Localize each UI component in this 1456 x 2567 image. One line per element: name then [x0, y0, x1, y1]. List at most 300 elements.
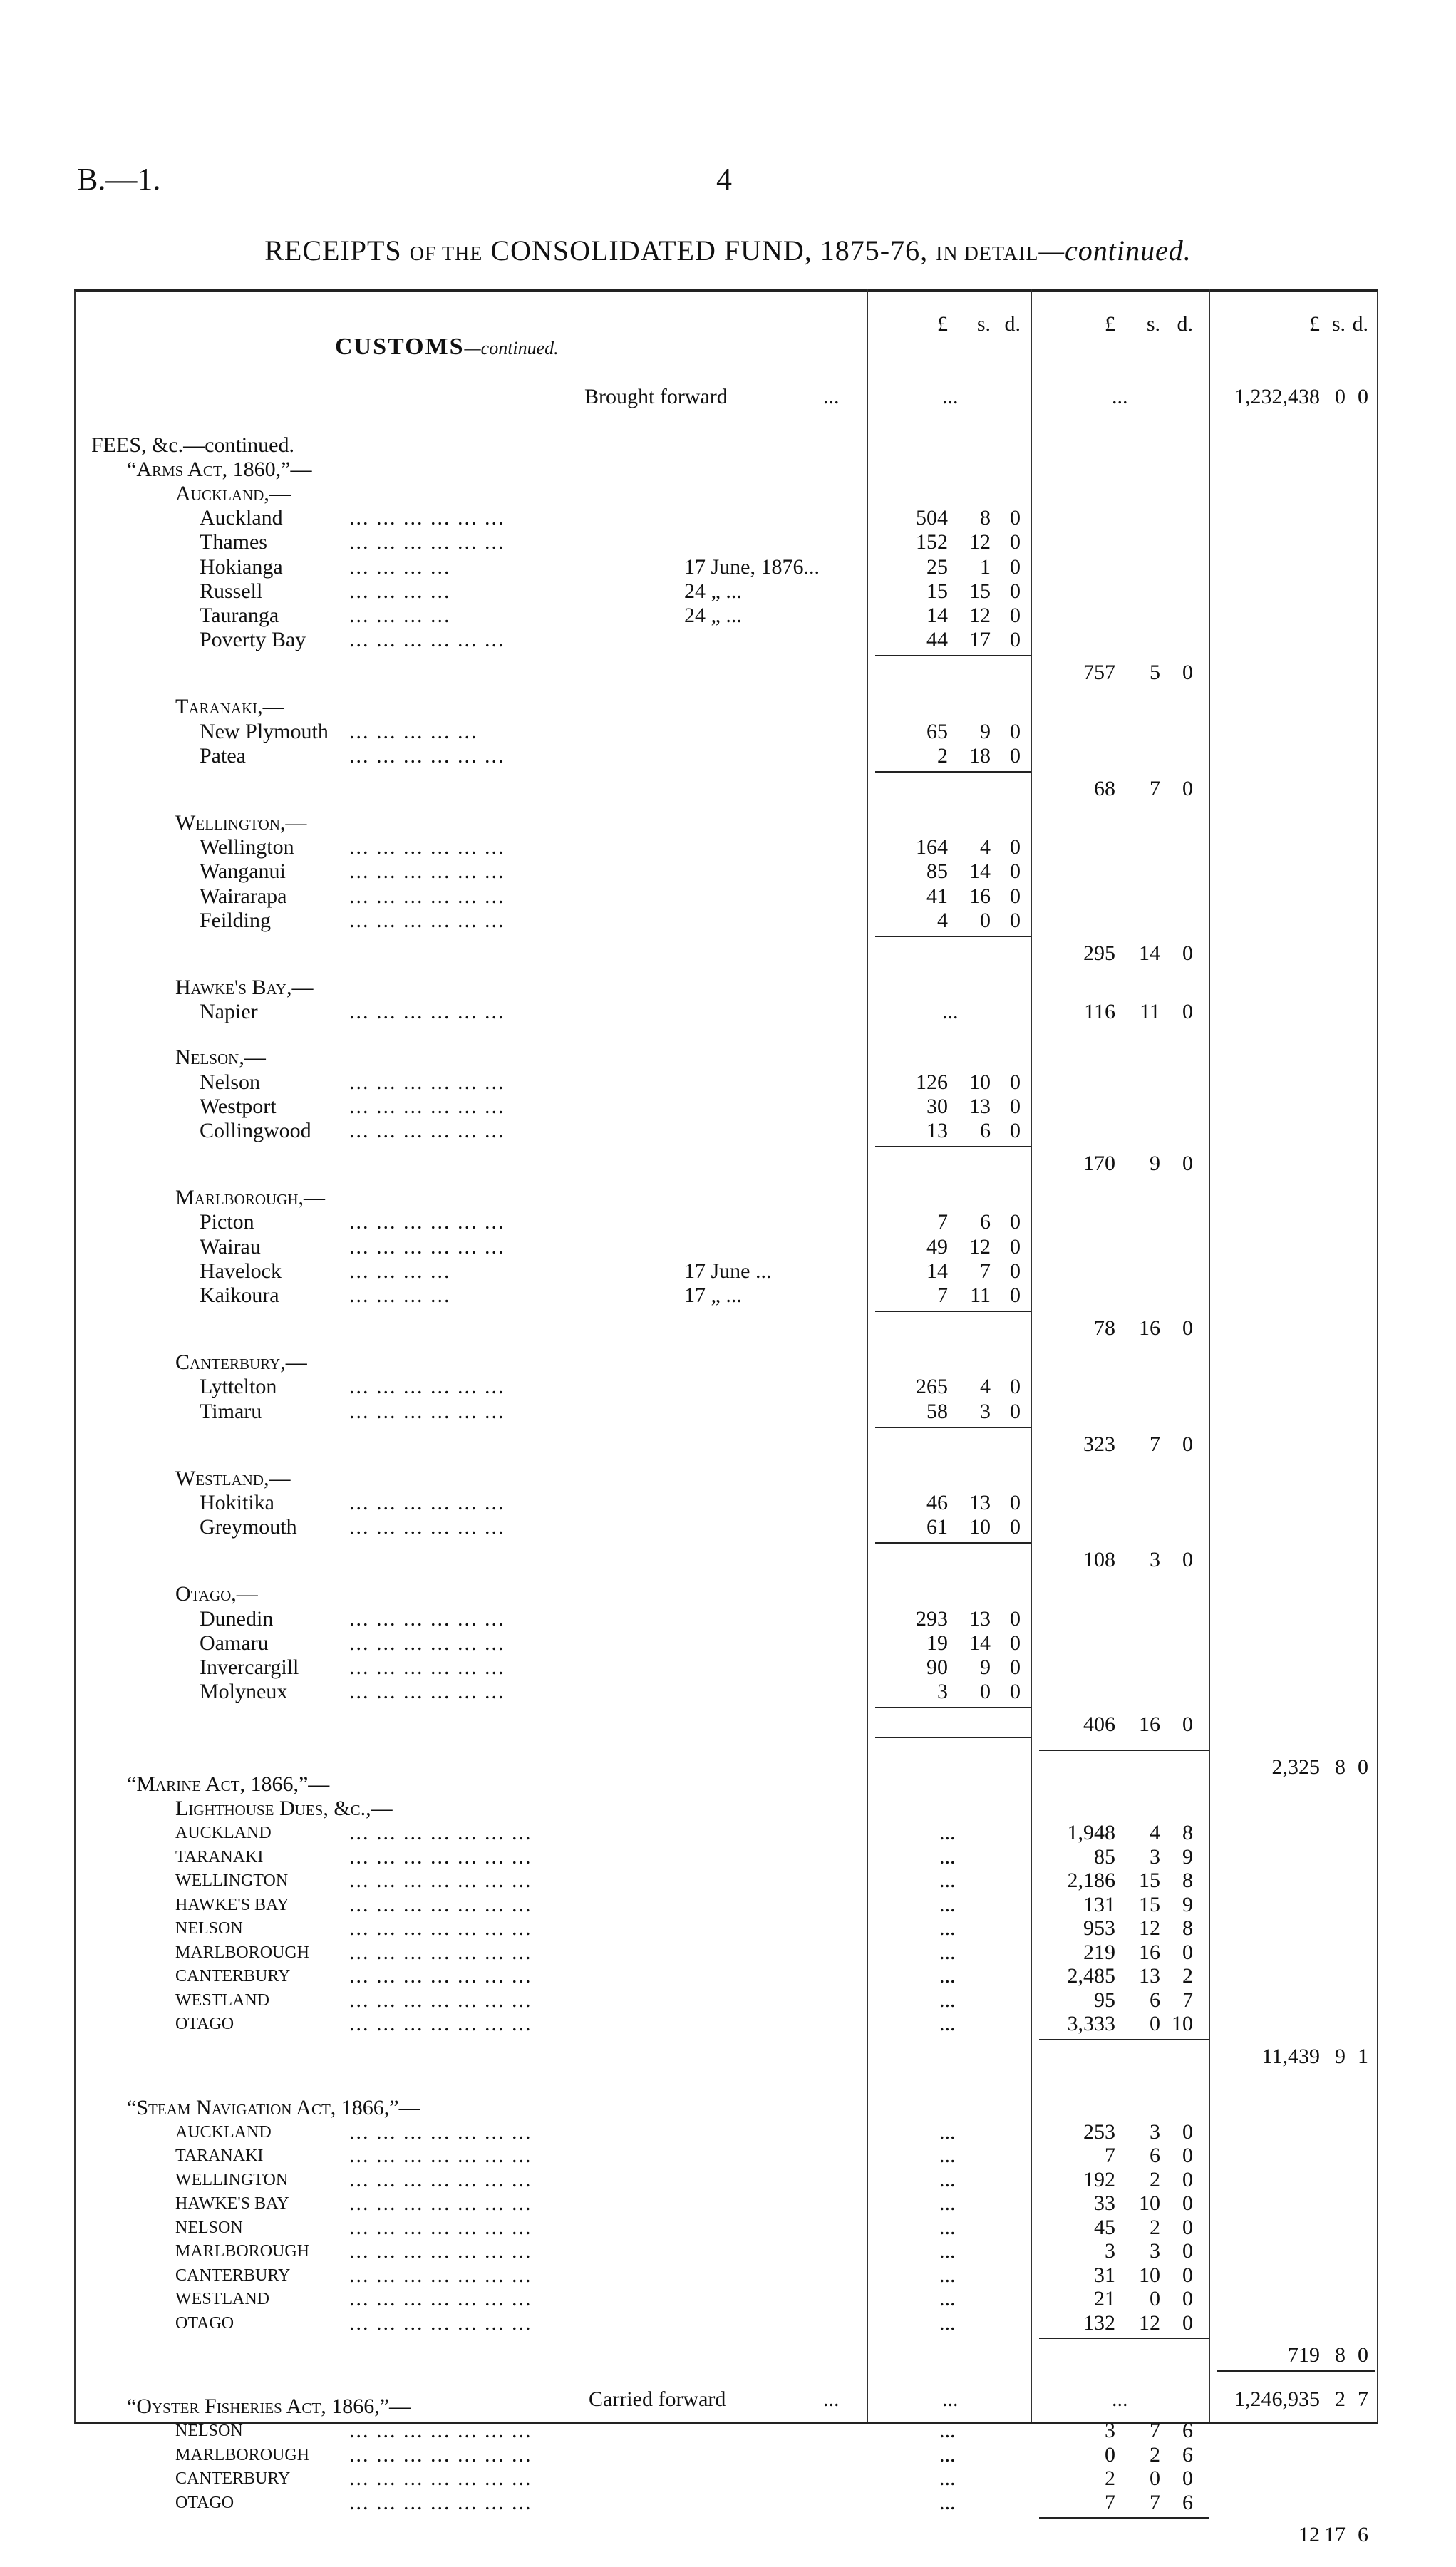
carried-forward-label: Carried forward	[589, 2387, 726, 2411]
carried-forward-total-pence: 7	[1358, 2387, 1368, 2411]
steam-navigation-act-row-5-amount-pounds: 3	[1105, 2239, 1115, 2263]
province-2-row-1-amount-pounds: 85	[926, 859, 948, 884]
title-word-of-the: OF THE	[409, 243, 483, 265]
steam-navigation-act-row-3-amount-pence: 0	[1182, 2191, 1193, 2216]
steam-navigation-act-row-2-leader: ... ... ... ... ... ... ...	[349, 2167, 532, 2191]
marine-act-row-5-amount-pounds: 219	[1083, 1940, 1115, 1964]
marine-act-row-3-amount-pounds: 131	[1083, 1892, 1115, 1916]
steam-navigation-act-row-5-leader: ... ... ... ... ... ... ...	[349, 2239, 532, 2263]
marine-act-row-6-name: CANTERBURY	[175, 1967, 291, 1986]
oyster-fisheries-act-heading: “Oyster Fisheries Act, 1866,”—	[127, 2395, 411, 2419]
province-7-row-0-amount-shillings: 13	[969, 1491, 991, 1514]
province-8-subtotal-shillings: 16	[1139, 1713, 1160, 1737]
province-2-row-2-amount-pence: 0	[1010, 884, 1021, 908]
province-1-row-0-leader: ... ... ... ... ...	[349, 719, 478, 743]
province-7-row-1-amount-pounds: 61	[926, 1515, 948, 1539]
column-header-1-pence: d.	[1004, 312, 1021, 336]
province-0-row-3-amount-pence: 0	[1010, 579, 1021, 603]
steam-navigation-act-row-7-leader: ... ... ... ... ... ... ...	[349, 2287, 532, 2311]
carried-forward-total-shillings: 2	[1335, 2387, 1346, 2411]
province-4-row-2-amount-shillings: 6	[980, 1119, 991, 1142]
column-divider-2	[1031, 289, 1032, 2422]
province-5-row-2-amount-pence: 0	[1010, 1259, 1021, 1283]
marine-act-row-3-name: HAWKE'S BAY	[175, 1895, 289, 1914]
province-3-total-pence: 0	[1182, 1000, 1193, 1024]
province-6-subtotal-pence: 0	[1182, 1432, 1193, 1456]
province-4-subtotal-pence: 0	[1182, 1152, 1193, 1176]
column-header-3-pounds: £	[1309, 312, 1320, 336]
marine-act-row-4-name: NELSON	[175, 1919, 243, 1938]
province-5-row-2-amount-shillings: 7	[980, 1259, 991, 1283]
province-4-rule	[875, 1146, 1031, 1147]
province-0-row-4-amount-shillings: 12	[969, 604, 991, 627]
oyster-fisheries-act-row-2-amount-pence: 0	[1182, 2467, 1193, 2491]
province-7-row-0-amount-pounds: 46	[926, 1491, 948, 1514]
province-7-row-0-amount-pence: 0	[1010, 1491, 1021, 1514]
province-1-row-1-leader: ... ... ... ... ... ...	[349, 743, 505, 768]
province-2-row-1-amount-pence: 0	[1010, 859, 1021, 884]
province-8-row-0-amount-shillings: 13	[969, 1606, 991, 1631]
carried-forward-col2: ...	[1112, 2387, 1128, 2411]
province-5-row-2-note: 17 June ...	[684, 1259, 772, 1283]
marine-act-total-shillings: 9	[1335, 2044, 1346, 2068]
province-0-row-0-name: Auckland	[200, 506, 283, 530]
province-6-row-1-leader: ... ... ... ... ... ...	[349, 1399, 505, 1423]
province-0-row-3-note: 24 „ ...	[684, 579, 742, 603]
steam-navigation-act-row-7-col1: ...	[939, 2287, 956, 2311]
marine-act-row-2-col1: ...	[939, 1869, 956, 1893]
province-7-subtotal-shillings: 3	[1150, 1548, 1160, 1572]
province-0-row-5-amount-pence: 0	[1010, 628, 1021, 652]
marine-act-row-3-amount-shillings: 15	[1139, 1892, 1160, 1916]
marine-act-row-1-leader: ... ... ... ... ... ... ...	[349, 1844, 532, 1869]
province-0-row-5-amount-pounds: 44	[926, 628, 948, 652]
steam-navigation-act-row-6-amount-pence: 0	[1182, 2263, 1193, 2287]
province-2-row-1-name: Wanganui	[200, 859, 286, 884]
steam-navigation-act-row-3-amount-shillings: 10	[1139, 2191, 1160, 2216]
marine-act-row-7-leader: ... ... ... ... ... ... ...	[349, 1988, 532, 2012]
province-1-subtotal-shillings: 7	[1150, 777, 1160, 800]
marine-act-row-2-amount-pounds: 2,186	[1067, 1869, 1115, 1893]
page-ref: B.—1.	[77, 162, 161, 197]
province-0-row-4-leader: ... ... ... ...	[349, 604, 451, 627]
province-0-row-3-amount-pounds: 15	[926, 579, 948, 603]
oyster-fisheries-act-row-1-amount-pounds: 0	[1105, 2442, 1115, 2467]
steam-navigation-act-row-0-amount-pence: 0	[1182, 2119, 1193, 2144]
title-word-in-detail: IN DETAIL	[936, 243, 1039, 265]
section-title-continued: —continued.	[464, 338, 559, 358]
province-2-row-3-amount-shillings: 0	[980, 908, 991, 932]
steam-navigation-act-row-6-leader: ... ... ... ... ... ... ...	[349, 2263, 532, 2287]
province-0-row-4-amount-pounds: 14	[926, 604, 948, 627]
province-2-row-1-amount-shillings: 14	[969, 859, 991, 884]
marine-act-row-8-col1: ...	[939, 2012, 956, 2036]
marine-act-row-3-col1: ...	[939, 1892, 956, 1916]
province-0-row-5-amount-shillings: 17	[969, 628, 991, 652]
province-0-row-1-amount-pence: 0	[1010, 530, 1021, 554]
page-number: 4	[716, 162, 732, 197]
province-5-heading: Marlborough,—	[175, 1186, 326, 1210]
marine-act-row-5-amount-pence: 0	[1182, 1940, 1193, 1964]
oyster-fisheries-act-row-1-amount-shillings: 2	[1150, 2442, 1160, 2467]
province-0-row-0-amount-pence: 0	[1010, 506, 1021, 530]
marine-act-row-7-name: WESTLAND	[175, 1990, 269, 2010]
steam-navigation-act-row-1-amount-pence: 0	[1182, 2144, 1193, 2168]
marine-act-row-0-amount-shillings: 4	[1150, 1821, 1160, 1845]
province-0-row-1-amount-shillings: 12	[969, 530, 991, 554]
province-1-row-1-name: Patea	[200, 743, 246, 768]
province-7-rule	[875, 1542, 1031, 1544]
title-word-fund: CONSOLIDATED FUND, 1875-76,	[490, 234, 929, 267]
column-header-1-shillings: s.	[976, 312, 991, 336]
province-7-row-0-name: Hokitika	[200, 1491, 274, 1514]
marine-act-row-6-amount-pounds: 2,485	[1067, 1964, 1115, 1988]
column-divider-1	[867, 289, 868, 2422]
province-0-subtotal-shillings: 5	[1150, 661, 1160, 685]
steam-navigation-act-row-4-amount-pounds: 45	[1094, 2215, 1115, 2239]
province-3-row-0-col1: ...	[942, 1000, 959, 1024]
province-5-rule	[875, 1311, 1031, 1312]
province-6-row-0-name: Lyttelton	[200, 1375, 277, 1399]
province-0-row-4-amount-pence: 0	[1010, 604, 1021, 627]
province-1-rule	[875, 771, 1031, 773]
oyster-fisheries-act-row-3-amount-shillings: 7	[1150, 2490, 1160, 2514]
province-8-row-1-amount-pence: 0	[1010, 1631, 1021, 1655]
steam-navigation-act-row-4-leader: ... ... ... ... ... ... ...	[349, 2215, 532, 2239]
province-5-row-0-amount-pounds: 7	[937, 1210, 948, 1234]
province-0-row-3-leader: ... ... ... ...	[349, 579, 451, 603]
steam-navigation-act-row-8-col1: ...	[939, 2310, 956, 2335]
marine-act-row-5-leader: ... ... ... ... ... ... ...	[349, 1940, 532, 1964]
province-2-row-0-leader: ... ... ... ... ... ...	[349, 835, 505, 859]
province-6-row-0-amount-pounds: 265	[916, 1375, 948, 1399]
province-8-row-3-leader: ... ... ... ... ... ...	[349, 1680, 505, 1704]
marine-act-row-1-amount-shillings: 3	[1150, 1844, 1160, 1869]
province-8-heading: Otago,—	[175, 1582, 258, 1606]
province-2-row-2-amount-pounds: 41	[926, 884, 948, 908]
oyster-fisheries-act-row-3-col1: ...	[939, 2490, 956, 2514]
arms-act-total-pounds: 2,325	[1271, 1755, 1320, 1780]
marine-act-row-7-amount-pounds: 95	[1094, 1988, 1115, 2012]
province-7-row-1-name: Greymouth	[200, 1515, 297, 1539]
oyster-fisheries-act-total-shillings: 17	[1324, 2523, 1346, 2547]
steam-navigation-act-row-0-col1: ...	[939, 2119, 956, 2144]
oyster-fisheries-act-row-1-name: MARLBOROUGH	[175, 2445, 310, 2464]
marine-act-row-8-name: OTAGO	[175, 2015, 234, 2034]
province-8-row-2-amount-shillings: 9	[980, 1656, 991, 1679]
arms-act-total-shillings: 8	[1335, 1755, 1346, 1780]
marine-act-row-4-amount-shillings: 12	[1139, 1916, 1160, 1941]
province-6-row-0-amount-pence: 0	[1010, 1375, 1021, 1399]
oyster-fisheries-act-row-1-leader: ... ... ... ... ... ... ...	[349, 2442, 532, 2467]
oyster-fisheries-act-row-0-amount-pounds: 3	[1105, 2419, 1115, 2443]
province-7-subtotal-pounds: 108	[1083, 1548, 1115, 1572]
province-1-subtotal-pounds: 68	[1094, 777, 1115, 800]
province-2-subtotal-shillings: 14	[1139, 941, 1160, 965]
province-6-row-0-leader: ... ... ... ... ... ...	[349, 1375, 505, 1399]
province-0-subtotal-pounds: 757	[1083, 661, 1115, 685]
province-8-rule	[875, 1707, 1031, 1708]
province-0-rule	[875, 655, 1031, 656]
province-0-row-1-leader: ... ... ... ... ... ...	[349, 530, 505, 554]
steam-navigation-act-row-0-leader: ... ... ... ... ... ... ...	[349, 2119, 532, 2144]
province-2-rule	[875, 936, 1031, 937]
steam-navigation-act-row-2-col1: ...	[939, 2167, 956, 2191]
marine-act-row-2-name: WELLINGTON	[175, 1871, 289, 1891]
column-header-2-pounds: £	[1105, 312, 1115, 336]
steam-navigation-act-total-pounds: 719	[1288, 2343, 1320, 2367]
fees-heading: FEES, &c.—continued.	[91, 433, 294, 457]
steam-navigation-act-row-5-amount-pence: 0	[1182, 2239, 1193, 2263]
steam-navigation-act-row-1-leader: ... ... ... ... ... ... ...	[349, 2144, 532, 2168]
arms-act-heading: “Arms Act, 1860,”—	[127, 458, 312, 481]
province-4-row-2-leader: ... ... ... ... ... ...	[349, 1119, 505, 1142]
steam-navigation-act-row-1-amount-shillings: 6	[1150, 2144, 1160, 2168]
arms-act-total-pence: 0	[1358, 1755, 1368, 1780]
steam-navigation-act-row-8-amount-pounds: 132	[1083, 2310, 1115, 2335]
steam-navigation-act-row-4-name: NELSON	[175, 2218, 243, 2237]
province-3-total-pounds: 116	[1084, 1000, 1115, 1024]
marine-act-row-0-amount-pence: 8	[1182, 1821, 1193, 1845]
province-1-subtotal-pence: 0	[1182, 777, 1193, 800]
province-4-heading: Nelson,—	[175, 1045, 266, 1070]
province-3-row-0-leader: ... ... ... ... ... ...	[349, 1000, 505, 1024]
steam-navigation-act-row-4-amount-pence: 0	[1182, 2215, 1193, 2239]
province-5-row-1-amount-shillings: 12	[969, 1234, 991, 1259]
province-0-heading: Auckland,—	[175, 482, 291, 505]
province-0-row-0-amount-shillings: 8	[980, 506, 991, 530]
province-5-row-3-leader: ... ... ... ...	[349, 1284, 451, 1307]
column-header-1-pounds: £	[937, 312, 948, 336]
marine-act-row-4-col1: ...	[939, 1916, 956, 1941]
steam-navigation-act-row-3-leader: ... ... ... ... ... ... ...	[349, 2191, 532, 2216]
province-2-row-2-leader: ... ... ... ... ... ...	[349, 884, 505, 908]
marine-act-row-4-amount-pence: 8	[1182, 1916, 1193, 1941]
province-7-row-1-leader: ... ... ... ... ... ...	[349, 1515, 505, 1539]
brought-forward-leader: ...	[823, 385, 840, 408]
province-5-row-0-leader: ... ... ... ... ... ...	[349, 1210, 505, 1234]
column-divider-3	[1209, 289, 1210, 2422]
province-2-row-0-amount-pounds: 164	[916, 835, 948, 859]
province-2-row-3-leader: ... ... ... ... ... ...	[349, 908, 505, 932]
steam-navigation-act-row-2-amount-shillings: 2	[1150, 2167, 1160, 2191]
province-7-row-1-amount-pence: 0	[1010, 1515, 1021, 1539]
province-5-row-1-name: Wairau	[200, 1234, 261, 1259]
province-5-row-0-name: Picton	[200, 1210, 254, 1234]
column-header-2-pence: d.	[1177, 312, 1193, 336]
province-0-row-2-name: Hokianga	[200, 554, 283, 579]
province-8-row-0-amount-pounds: 293	[916, 1606, 948, 1631]
marine-act-row-6-amount-shillings: 13	[1139, 1964, 1160, 1988]
province-5-row-3-note: 17 „ ...	[684, 1284, 742, 1307]
province-8-row-3-amount-pounds: 3	[937, 1680, 948, 1704]
marine-act-row-5-amount-shillings: 16	[1139, 1940, 1160, 1964]
province-0-row-2-leader: ... ... ... ...	[349, 554, 451, 579]
marine-act-row-5-col1: ...	[939, 1940, 956, 1964]
province-2-heading: Wellington,—	[175, 811, 307, 835]
marine-act-row-0-amount-pounds: 1,948	[1067, 1821, 1115, 1845]
brought-forward-label: Brought forward	[584, 385, 728, 408]
province-6-row-1-amount-pence: 0	[1010, 1399, 1021, 1423]
province-4-row-1-name: Westport	[200, 1094, 277, 1118]
province-6-row-0-amount-shillings: 4	[980, 1375, 991, 1399]
marine-act-row-7-amount-shillings: 6	[1150, 1988, 1160, 2012]
steam-navigation-act-row-7-name: WESTLAND	[175, 2290, 269, 2309]
province-6-row-1-name: Timaru	[200, 1399, 262, 1423]
brought-forward-total-shillings: 0	[1335, 385, 1346, 408]
arms-act-final-rule	[875, 1737, 1031, 1738]
province-8-row-2-amount-pounds: 90	[926, 1656, 948, 1679]
province-7-row-0-leader: ... ... ... ... ... ...	[349, 1491, 505, 1514]
province-8-row-2-leader: ... ... ... ... ... ...	[349, 1656, 505, 1679]
marine-act-row-2-leader: ... ... ... ... ... ... ...	[349, 1869, 532, 1893]
province-2-row-3-amount-pounds: 4	[937, 908, 948, 932]
province-5-row-3-amount-pence: 0	[1010, 1284, 1021, 1307]
province-2-subtotal-pounds: 295	[1083, 941, 1115, 965]
marine-act-row-1-amount-pence: 9	[1182, 1844, 1193, 1869]
steam-navigation-act-row-8-amount-pence: 0	[1182, 2310, 1193, 2335]
province-5-subtotal-shillings: 16	[1139, 1316, 1160, 1341]
steam-navigation-act-row-2-amount-pounds: 192	[1083, 2167, 1115, 2191]
province-4-row-1-amount-shillings: 13	[969, 1094, 991, 1118]
steam-navigation-act-row-3-amount-pounds: 33	[1094, 2191, 1115, 2216]
province-2-row-0-amount-shillings: 4	[980, 835, 991, 859]
province-7-subtotal-pence: 0	[1182, 1548, 1193, 1572]
province-8-row-2-name: Invercargill	[200, 1656, 299, 1679]
carried-forward-total-pounds: 1,246,935	[1234, 2387, 1320, 2411]
marine-act-row-0-leader: ... ... ... ... ... ... ...	[349, 1821, 532, 1845]
steam-navigation-act-row-1-name: TARANAKI	[175, 2147, 264, 2166]
province-4-row-0-leader: ... ... ... ... ... ...	[349, 1070, 505, 1094]
steam-navigation-act-row-6-col1: ...	[939, 2263, 956, 2287]
province-6-subtotal-shillings: 7	[1150, 1432, 1160, 1456]
marine-act-row-4-leader: ... ... ... ... ... ... ...	[349, 1916, 532, 1941]
province-8-row-0-name: Dunedin	[200, 1606, 274, 1631]
oyster-fisheries-act-total-pounds: 12	[1298, 2523, 1320, 2547]
section-title	[335, 335, 559, 361]
province-5-row-1-leader: ... ... ... ... ... ...	[349, 1234, 505, 1259]
province-5-row-2-name: Havelock	[200, 1259, 282, 1283]
province-7-row-1-amount-shillings: 10	[969, 1515, 991, 1539]
steam-navigation-act-row-5-col1: ...	[939, 2239, 956, 2263]
steam-navigation-act-row-8-amount-shillings: 12	[1139, 2310, 1160, 2335]
marine-act-row-8-amount-pounds: 3,333	[1067, 2012, 1115, 2036]
steam-navigation-act-row-6-amount-pounds: 31	[1094, 2263, 1115, 2287]
province-8-row-1-amount-shillings: 14	[969, 1631, 991, 1655]
column-header-3-pence: d.	[1352, 312, 1368, 336]
province-0-row-3-amount-shillings: 15	[969, 579, 991, 603]
marine-act-rule	[1039, 2039, 1209, 2040]
steam-navigation-act-total-shillings: 8	[1335, 2343, 1346, 2367]
province-8-subtotal-pounds: 406	[1083, 1713, 1115, 1737]
province-8-row-3-name: Molyneux	[200, 1680, 288, 1704]
province-5-row-2-leader: ... ... ... ...	[349, 1259, 451, 1283]
oyster-fisheries-act-row-2-name: CANTERBURY	[175, 2469, 291, 2489]
province-0-subtotal-pence: 0	[1182, 661, 1193, 685]
province-0-row-2-amount-pounds: 25	[926, 554, 948, 579]
province-5-row-1-amount-pence: 0	[1010, 1234, 1021, 1259]
steam-navigation-act-row-5-amount-shillings: 3	[1150, 2239, 1160, 2263]
province-5-row-3-name: Kaikoura	[200, 1284, 279, 1307]
province-4-row-2-amount-pounds: 13	[926, 1119, 948, 1142]
oyster-fisheries-act-row-3-amount-pounds: 7	[1105, 2490, 1115, 2514]
province-2-row-0-amount-pence: 0	[1010, 835, 1021, 859]
province-6-heading: Canterbury,—	[175, 1350, 307, 1375]
marine-act-row-1-amount-pounds: 85	[1094, 1844, 1115, 1869]
column-header-3-shillings: s.	[1331, 312, 1346, 336]
province-4-row-2-amount-pence: 0	[1010, 1119, 1021, 1142]
steam-navigation-act-row-7-amount-shillings: 0	[1150, 2287, 1160, 2311]
province-5-row-0-amount-shillings: 6	[980, 1210, 991, 1234]
province-4-subtotal-pounds: 170	[1083, 1152, 1115, 1176]
steam-navigation-act-row-7-amount-pence: 0	[1182, 2287, 1193, 2311]
province-0-row-5-name: Poverty Bay	[200, 628, 306, 652]
steam-navigation-act-row-4-amount-shillings: 2	[1150, 2215, 1160, 2239]
title-word-receipts: RECEIPTS	[264, 234, 402, 267]
province-8-row-3-amount-shillings: 0	[980, 1680, 991, 1704]
province-4-row-0-amount-shillings: 10	[969, 1070, 991, 1094]
province-1-heading: Taranaki,—	[175, 695, 284, 719]
province-4-row-1-leader: ... ... ... ... ... ...	[349, 1094, 505, 1118]
column-header-2-shillings: s.	[1146, 312, 1160, 336]
province-0-row-5-leader: ... ... ... ... ... ...	[349, 628, 505, 652]
steam-navigation-act-row-2-amount-pence: 0	[1182, 2167, 1193, 2191]
oyster-fisheries-act-row-3-amount-pence: 6	[1182, 2490, 1193, 2514]
steam-navigation-act-row-3-name: HAWKE'S BAY	[175, 2194, 289, 2214]
province-0-row-4-note: 24 „ ...	[684, 604, 742, 627]
steam-navigation-act-row-0-amount-pounds: 253	[1083, 2119, 1115, 2144]
province-4-row-0-name: Nelson	[200, 1070, 260, 1094]
steam-navigation-act-total-pence: 0	[1358, 2343, 1368, 2367]
oyster-fisheries-act-row-0-name: NELSON	[175, 2422, 243, 2441]
marine-act-row-2-amount-shillings: 15	[1139, 1869, 1160, 1893]
oyster-fisheries-act-row-0-amount-shillings: 7	[1150, 2419, 1160, 2443]
oyster-fisheries-act-row-2-col1: ...	[939, 2467, 956, 2491]
province-0-row-2-amount-pence: 0	[1010, 554, 1021, 579]
steam-navigation-act-row-0-name: AUCKLAND	[175, 2122, 272, 2142]
province-2-subtotal-pence: 0	[1182, 941, 1193, 965]
oyster-fisheries-act-row-3-name: OTAGO	[175, 2493, 234, 2512]
brought-forward-col2: ...	[1112, 385, 1128, 408]
carried-forward-leader: ...	[823, 2387, 840, 2411]
province-1-row-1-amount-pence: 0	[1010, 743, 1021, 768]
marine-act-row-5-name: MARLBOROUGH	[175, 1943, 310, 1962]
brought-forward-total-pounds: 1,232,438	[1234, 385, 1320, 408]
province-2-row-1-leader: ... ... ... ... ... ...	[349, 859, 505, 884]
steam-navigation-act-row-6-amount-shillings: 10	[1139, 2263, 1160, 2287]
oyster-fisheries-act-rule	[1039, 2517, 1209, 2519]
marine-act-subheading: Lighthouse Dues, &c.,—	[175, 1797, 393, 1821]
steam-navigation-act-row-6-name: CANTERBURY	[175, 2266, 291, 2285]
province-4-row-0-amount-pence: 0	[1010, 1070, 1021, 1094]
province-5-row-3-amount-shillings: 11	[970, 1284, 991, 1307]
oyster-fisheries-act-row-1-amount-pence: 6	[1182, 2442, 1193, 2467]
marine-act-total-pence: 1	[1358, 2044, 1368, 2068]
marine-act-row-8-leader: ... ... ... ... ... ... ...	[349, 2012, 532, 2036]
province-4-row-0-amount-pounds: 126	[916, 1070, 948, 1094]
province-3-row-0-name: Napier	[200, 1000, 258, 1024]
marine-act-row-6-leader: ... ... ... ... ... ... ...	[349, 1964, 532, 1988]
section-title-customs: CUSTOMS	[335, 334, 465, 360]
steam-navigation-act-row-7-amount-pounds: 21	[1094, 2287, 1115, 2311]
steam-navigation-act-rule	[1039, 2338, 1209, 2339]
title-word-continued: —continued.	[1038, 234, 1192, 267]
oyster-fisheries-act-row-1-col1: ...	[939, 2442, 956, 2467]
province-8-row-0-amount-pence: 0	[1010, 1606, 1021, 1631]
province-8-row-1-leader: ... ... ... ... ... ...	[349, 1631, 505, 1655]
province-2-row-2-amount-shillings: 16	[969, 884, 991, 908]
steam-navigation-act-row-8-name: OTAGO	[175, 2313, 234, 2333]
